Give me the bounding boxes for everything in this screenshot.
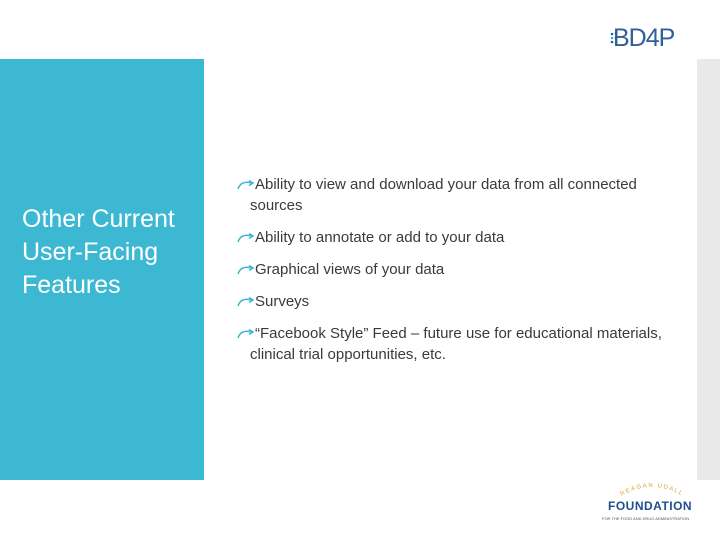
list-item-text: “Facebook Style” Feed – future use for educational materials, clinical trial opportunities, etc. bbox=[250, 325, 662, 363]
feature-list bbox=[237, 174, 677, 376]
bd4p-logo-text: BD4P bbox=[613, 24, 675, 52]
bd4p-logo bbox=[609, 25, 693, 51]
curved-arrow-icon bbox=[237, 329, 255, 339]
list-item bbox=[237, 323, 677, 365]
slide-title: Other Current User-Facing Features bbox=[22, 205, 175, 299]
list-item bbox=[237, 174, 677, 216]
curved-arrow-icon bbox=[237, 297, 255, 307]
right-accent-strip bbox=[697, 59, 720, 480]
list-item-text: Ability to view and download your data from all connected sources bbox=[250, 176, 637, 214]
list-item-text: Graphical views of your data bbox=[255, 261, 445, 278]
curved-arrow-icon bbox=[237, 180, 255, 190]
svg-text:REAGAN UDALL bbox=[620, 483, 685, 498]
list-item-text: Surveys bbox=[255, 293, 310, 310]
list-item bbox=[237, 227, 677, 248]
foundation-tagline: FOR THE FOOD AND DRUG ADMINISTRATION bbox=[602, 516, 690, 521]
reagan-udall-foundation-logo bbox=[600, 476, 704, 528]
foundation-arc-text: REAGAN UDALL bbox=[619, 482, 685, 498]
list-item-text: Ability to annotate or add to your data bbox=[255, 229, 505, 246]
list-item bbox=[237, 259, 677, 280]
foundation-name: FOUNDATION bbox=[608, 499, 693, 513]
curved-arrow-icon bbox=[237, 233, 255, 243]
list-item bbox=[237, 291, 677, 312]
foundation-arc-icon bbox=[600, 476, 704, 500]
curved-arrow-icon bbox=[237, 265, 255, 275]
